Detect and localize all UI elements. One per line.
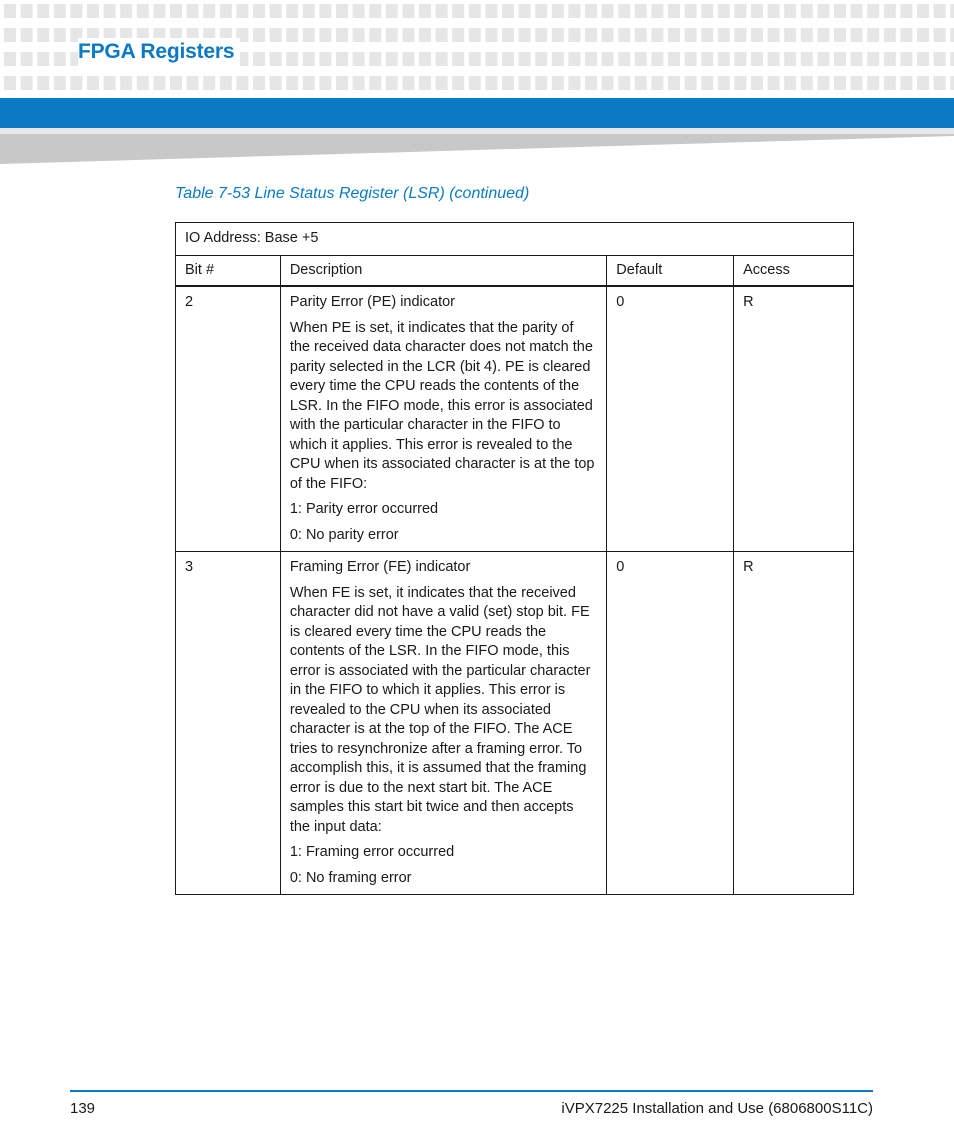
pattern-square: [303, 76, 315, 90]
pattern-square: [834, 52, 846, 66]
pattern-square: [319, 52, 331, 66]
description-value-1: 1: Framing error occurred: [289, 844, 455, 860]
pattern-square: [220, 76, 232, 90]
pattern-square: [419, 76, 431, 90]
access-cell: R: [734, 286, 854, 552]
pattern-square: [336, 76, 348, 90]
pattern-square: [153, 76, 165, 90]
pattern-square: [203, 76, 215, 90]
pattern-square: [37, 28, 49, 42]
pattern-square: [203, 4, 215, 18]
pattern-square: [70, 76, 82, 90]
pattern-square: [303, 4, 315, 18]
pattern-square: [369, 52, 381, 66]
table-header-row: [176, 255, 854, 286]
pattern-square: [502, 52, 514, 66]
pattern-square: [768, 76, 780, 90]
pattern-square: [469, 76, 481, 90]
pattern-square: [452, 28, 464, 42]
description-body: When PE is set, it indicates that the parity of the received data character does not match the parity selected in the LCR (bit 4). PE is cleared every time the CPU reads the contents of the LSR. In the FIFO mode, this error is associated with the particular character in the FIFO to which it applies. This error is revealed to the CPU when its associated character is at the top of the FIFO:: [289, 319, 595, 492]
pattern-square: [635, 28, 647, 42]
pattern-square: [369, 28, 381, 42]
pattern-square: [784, 76, 796, 90]
pattern-square: [369, 76, 381, 90]
pattern-square: [768, 28, 780, 42]
pattern-square: [137, 4, 149, 18]
pattern-square: [934, 52, 946, 66]
pattern-square: [104, 4, 116, 18]
pattern-square: [54, 76, 66, 90]
pattern-square: [419, 52, 431, 66]
pattern-square: [552, 4, 564, 18]
pattern-square: [701, 76, 713, 90]
pattern-square: [751, 52, 763, 66]
pattern-square: [851, 52, 863, 66]
pattern-square: [87, 4, 99, 18]
column-header-access: Access: [734, 255, 854, 286]
pattern-square: [900, 52, 912, 66]
pattern-square: [618, 76, 630, 90]
pattern-square: [286, 52, 298, 66]
column-header-description: Description: [280, 255, 606, 286]
pattern-square: [851, 4, 863, 18]
pattern-square: [618, 28, 630, 42]
pattern-square: [519, 76, 531, 90]
pattern-square: [4, 28, 16, 42]
pattern-square: [734, 76, 746, 90]
pattern-square: [851, 28, 863, 42]
pattern-square: [253, 76, 265, 90]
pattern-square: [353, 4, 365, 18]
pattern-square: [834, 76, 846, 90]
pattern-square: [485, 52, 497, 66]
pattern-square: [319, 28, 331, 42]
pattern-square: [87, 76, 99, 90]
pattern-square: [900, 4, 912, 18]
pattern-square: [867, 28, 879, 42]
pattern-square: [884, 52, 896, 66]
pattern-square: [552, 28, 564, 42]
pattern-square: [319, 76, 331, 90]
io-address-row: [176, 223, 854, 256]
pattern-square: [734, 52, 746, 66]
pattern-square: [353, 52, 365, 66]
pattern-square: [104, 76, 116, 90]
pattern-square: [319, 4, 331, 18]
pattern-square: [120, 4, 132, 18]
pattern-square: [386, 28, 398, 42]
pattern-square: [685, 52, 697, 66]
pattern-square: [618, 4, 630, 18]
pattern-square: [502, 76, 514, 90]
pattern-square: [950, 52, 954, 66]
pattern-square: [651, 28, 663, 42]
description-value-1: 1: Parity error occurred: [289, 501, 439, 517]
pattern-square: [502, 28, 514, 42]
pattern-square: [286, 4, 298, 18]
pattern-square: [253, 52, 265, 66]
pattern-square: [801, 28, 813, 42]
description-title: Framing Error (FE) indicator: [289, 559, 471, 575]
pattern-square: [867, 76, 879, 90]
pattern-square: [485, 76, 497, 90]
pattern-square: [21, 76, 33, 90]
bit-cell: 3: [176, 552, 281, 895]
pattern-square: [54, 28, 66, 42]
pattern-square: [253, 28, 265, 42]
pattern-square: [635, 4, 647, 18]
pattern-square: [353, 76, 365, 90]
pattern-square: [568, 76, 580, 90]
pattern-square: [585, 52, 597, 66]
pattern-square: [137, 76, 149, 90]
pattern-square: [685, 28, 697, 42]
pattern-square: [519, 28, 531, 42]
pattern-square: [751, 76, 763, 90]
pattern-square: [851, 76, 863, 90]
default-cell: 0: [607, 286, 734, 552]
section-title: FPGA Registers: [78, 38, 240, 66]
pattern-square: [54, 52, 66, 66]
pattern-square: [170, 76, 182, 90]
pattern-square: [54, 4, 66, 18]
pattern-square: [21, 52, 33, 66]
pattern-square: [519, 52, 531, 66]
pattern-square: [768, 4, 780, 18]
pattern-square: [336, 4, 348, 18]
io-address-cell: IO Address: Base +5: [176, 223, 854, 256]
pattern-square: [867, 52, 879, 66]
pattern-square: [469, 28, 481, 42]
pattern-square: [402, 52, 414, 66]
pattern-square: [452, 52, 464, 66]
pattern-square: [784, 28, 796, 42]
pattern-square: [917, 76, 929, 90]
pattern-square: [950, 28, 954, 42]
pattern-square: [784, 52, 796, 66]
pattern-square: [386, 4, 398, 18]
pattern-square: [668, 52, 680, 66]
pattern-square: [286, 76, 298, 90]
pattern-square: [37, 76, 49, 90]
pattern-square: [270, 76, 282, 90]
pattern-square: [585, 76, 597, 90]
pattern-square: [469, 4, 481, 18]
pattern-square: [485, 4, 497, 18]
pattern-square: [817, 76, 829, 90]
pattern-square: [568, 4, 580, 18]
pattern-square: [552, 52, 564, 66]
pattern-square: [784, 4, 796, 18]
pattern-square: [187, 76, 199, 90]
pattern-square: [236, 4, 248, 18]
pattern-square: [884, 4, 896, 18]
pattern-square: [21, 28, 33, 42]
pattern-square: [270, 28, 282, 42]
pattern-square: [635, 76, 647, 90]
bit-cell: 2: [176, 286, 281, 552]
pattern-square: [236, 76, 248, 90]
pattern-square: [436, 28, 448, 42]
pattern-square: [303, 28, 315, 42]
pattern-square: [37, 4, 49, 18]
pattern-square: [535, 4, 547, 18]
pattern-square: [668, 28, 680, 42]
pattern-square: [369, 4, 381, 18]
pattern-square: [602, 4, 614, 18]
pattern-square: [602, 28, 614, 42]
pattern-square: [734, 28, 746, 42]
pattern-square: [469, 52, 481, 66]
pattern-square: [718, 76, 730, 90]
pattern-square: [535, 52, 547, 66]
pattern-square: [336, 28, 348, 42]
pattern-square: [651, 4, 663, 18]
pattern-square: [402, 28, 414, 42]
pattern-square: [568, 52, 580, 66]
pattern-square: [535, 28, 547, 42]
pattern-square: [734, 4, 746, 18]
pattern-square: [801, 4, 813, 18]
pattern-square: [635, 52, 647, 66]
header-gray-wedge: [0, 128, 954, 164]
pattern-square: [585, 28, 597, 42]
pattern-square: [668, 4, 680, 18]
default-cell: 0: [607, 552, 734, 895]
pattern-square: [718, 28, 730, 42]
pattern-square: [685, 4, 697, 18]
pattern-square: [502, 4, 514, 18]
pattern-square: [552, 76, 564, 90]
pattern-square: [651, 52, 663, 66]
pattern-square: [386, 76, 398, 90]
pattern-square: [568, 28, 580, 42]
description-value-0: 0: No parity error: [289, 526, 399, 543]
footer-rule: [70, 1090, 873, 1092]
description-body: When FE is set, it indicates that the received character did not have a valid (set) stop bit. FE is cleared every time the CPU reads the contents of the LSR. In the FIFO mode, this error is associated with the particular character in the FIFO to which it applies. This error is revealed to the CPU when its associated character is at the top of the FIFO. The ACE tries to resynchronize after a framing error. To accomplish this, it is assumed that the framing error is due to the next start bit. The ACE samples this start bit twice and then accepts the input data:: [289, 584, 591, 835]
pattern-square: [701, 28, 713, 42]
pattern-square: [768, 52, 780, 66]
pattern-square: [519, 4, 531, 18]
pattern-square: [602, 52, 614, 66]
pattern-square: [120, 76, 132, 90]
pattern-square: [485, 28, 497, 42]
pattern-square: [917, 4, 929, 18]
pattern-square: [817, 28, 829, 42]
description-title: Parity Error (PE) indicator: [289, 294, 456, 310]
pattern-square: [436, 52, 448, 66]
pattern-square: [336, 52, 348, 66]
pattern-square: [917, 28, 929, 42]
description-value-0: 0: No framing error: [289, 869, 412, 886]
pattern-square: [452, 4, 464, 18]
pattern-square: [950, 4, 954, 18]
pattern-square: [618, 52, 630, 66]
pattern-square: [419, 28, 431, 42]
pattern-square: [37, 52, 49, 66]
pattern-square: [668, 76, 680, 90]
pattern-square: [602, 76, 614, 90]
register-table: [175, 222, 854, 895]
description-cell: [280, 286, 606, 552]
pattern-square: [402, 4, 414, 18]
pattern-square: [751, 28, 763, 42]
pattern-square: [170, 4, 182, 18]
pattern-square: [801, 76, 813, 90]
pattern-square: [402, 76, 414, 90]
pattern-square: [452, 76, 464, 90]
pattern-square: [934, 28, 946, 42]
document-title: iVPX7225 Installation and Use (6806800S11C): [561, 1100, 873, 1117]
pattern-square: [270, 4, 282, 18]
pattern-square: [718, 52, 730, 66]
pattern-square: [834, 4, 846, 18]
header-blue-bar: [0, 98, 954, 128]
pattern-square: [21, 4, 33, 18]
pattern-square: [535, 76, 547, 90]
pattern-square: [153, 4, 165, 18]
pattern-square: [303, 52, 315, 66]
pattern-square: [253, 4, 265, 18]
pattern-square: [884, 28, 896, 42]
pattern-square: [4, 4, 16, 18]
page-number: 139: [70, 1100, 96, 1117]
pattern-square: [585, 4, 597, 18]
column-header-default: Default: [607, 255, 734, 286]
pattern-square: [801, 52, 813, 66]
pattern-square: [286, 28, 298, 42]
table-row: [176, 286, 854, 552]
pattern-square: [867, 4, 879, 18]
pattern-square: [934, 4, 946, 18]
description-cell: [280, 552, 606, 895]
pattern-square: [701, 52, 713, 66]
pattern-square: [884, 76, 896, 90]
pattern-square: [436, 4, 448, 18]
pattern-square: [187, 4, 199, 18]
access-cell: R: [734, 552, 854, 895]
pattern-square: [353, 28, 365, 42]
pattern-square: [436, 76, 448, 90]
pattern-square: [70, 4, 82, 18]
pattern-square: [950, 76, 954, 90]
pattern-square: [270, 52, 282, 66]
pattern-square: [701, 4, 713, 18]
pattern-square: [817, 52, 829, 66]
pattern-square: [834, 28, 846, 42]
pattern-square: [4, 76, 16, 90]
pattern-square: [419, 4, 431, 18]
table-caption: Table 7-53 Line Status Register (LSR) (continued): [175, 185, 530, 202]
pattern-square: [900, 76, 912, 90]
pattern-square: [651, 76, 663, 90]
column-header-bit: Bit #: [176, 255, 281, 286]
pattern-square: [917, 52, 929, 66]
pattern-square: [386, 52, 398, 66]
pattern-square: [934, 76, 946, 90]
pattern-square: [900, 28, 912, 42]
pattern-square: [4, 52, 16, 66]
pattern-square: [220, 4, 232, 18]
pattern-square: [751, 4, 763, 18]
pattern-square: [718, 4, 730, 18]
pattern-square: [817, 4, 829, 18]
table-row: [176, 552, 854, 895]
pattern-square: [685, 76, 697, 90]
